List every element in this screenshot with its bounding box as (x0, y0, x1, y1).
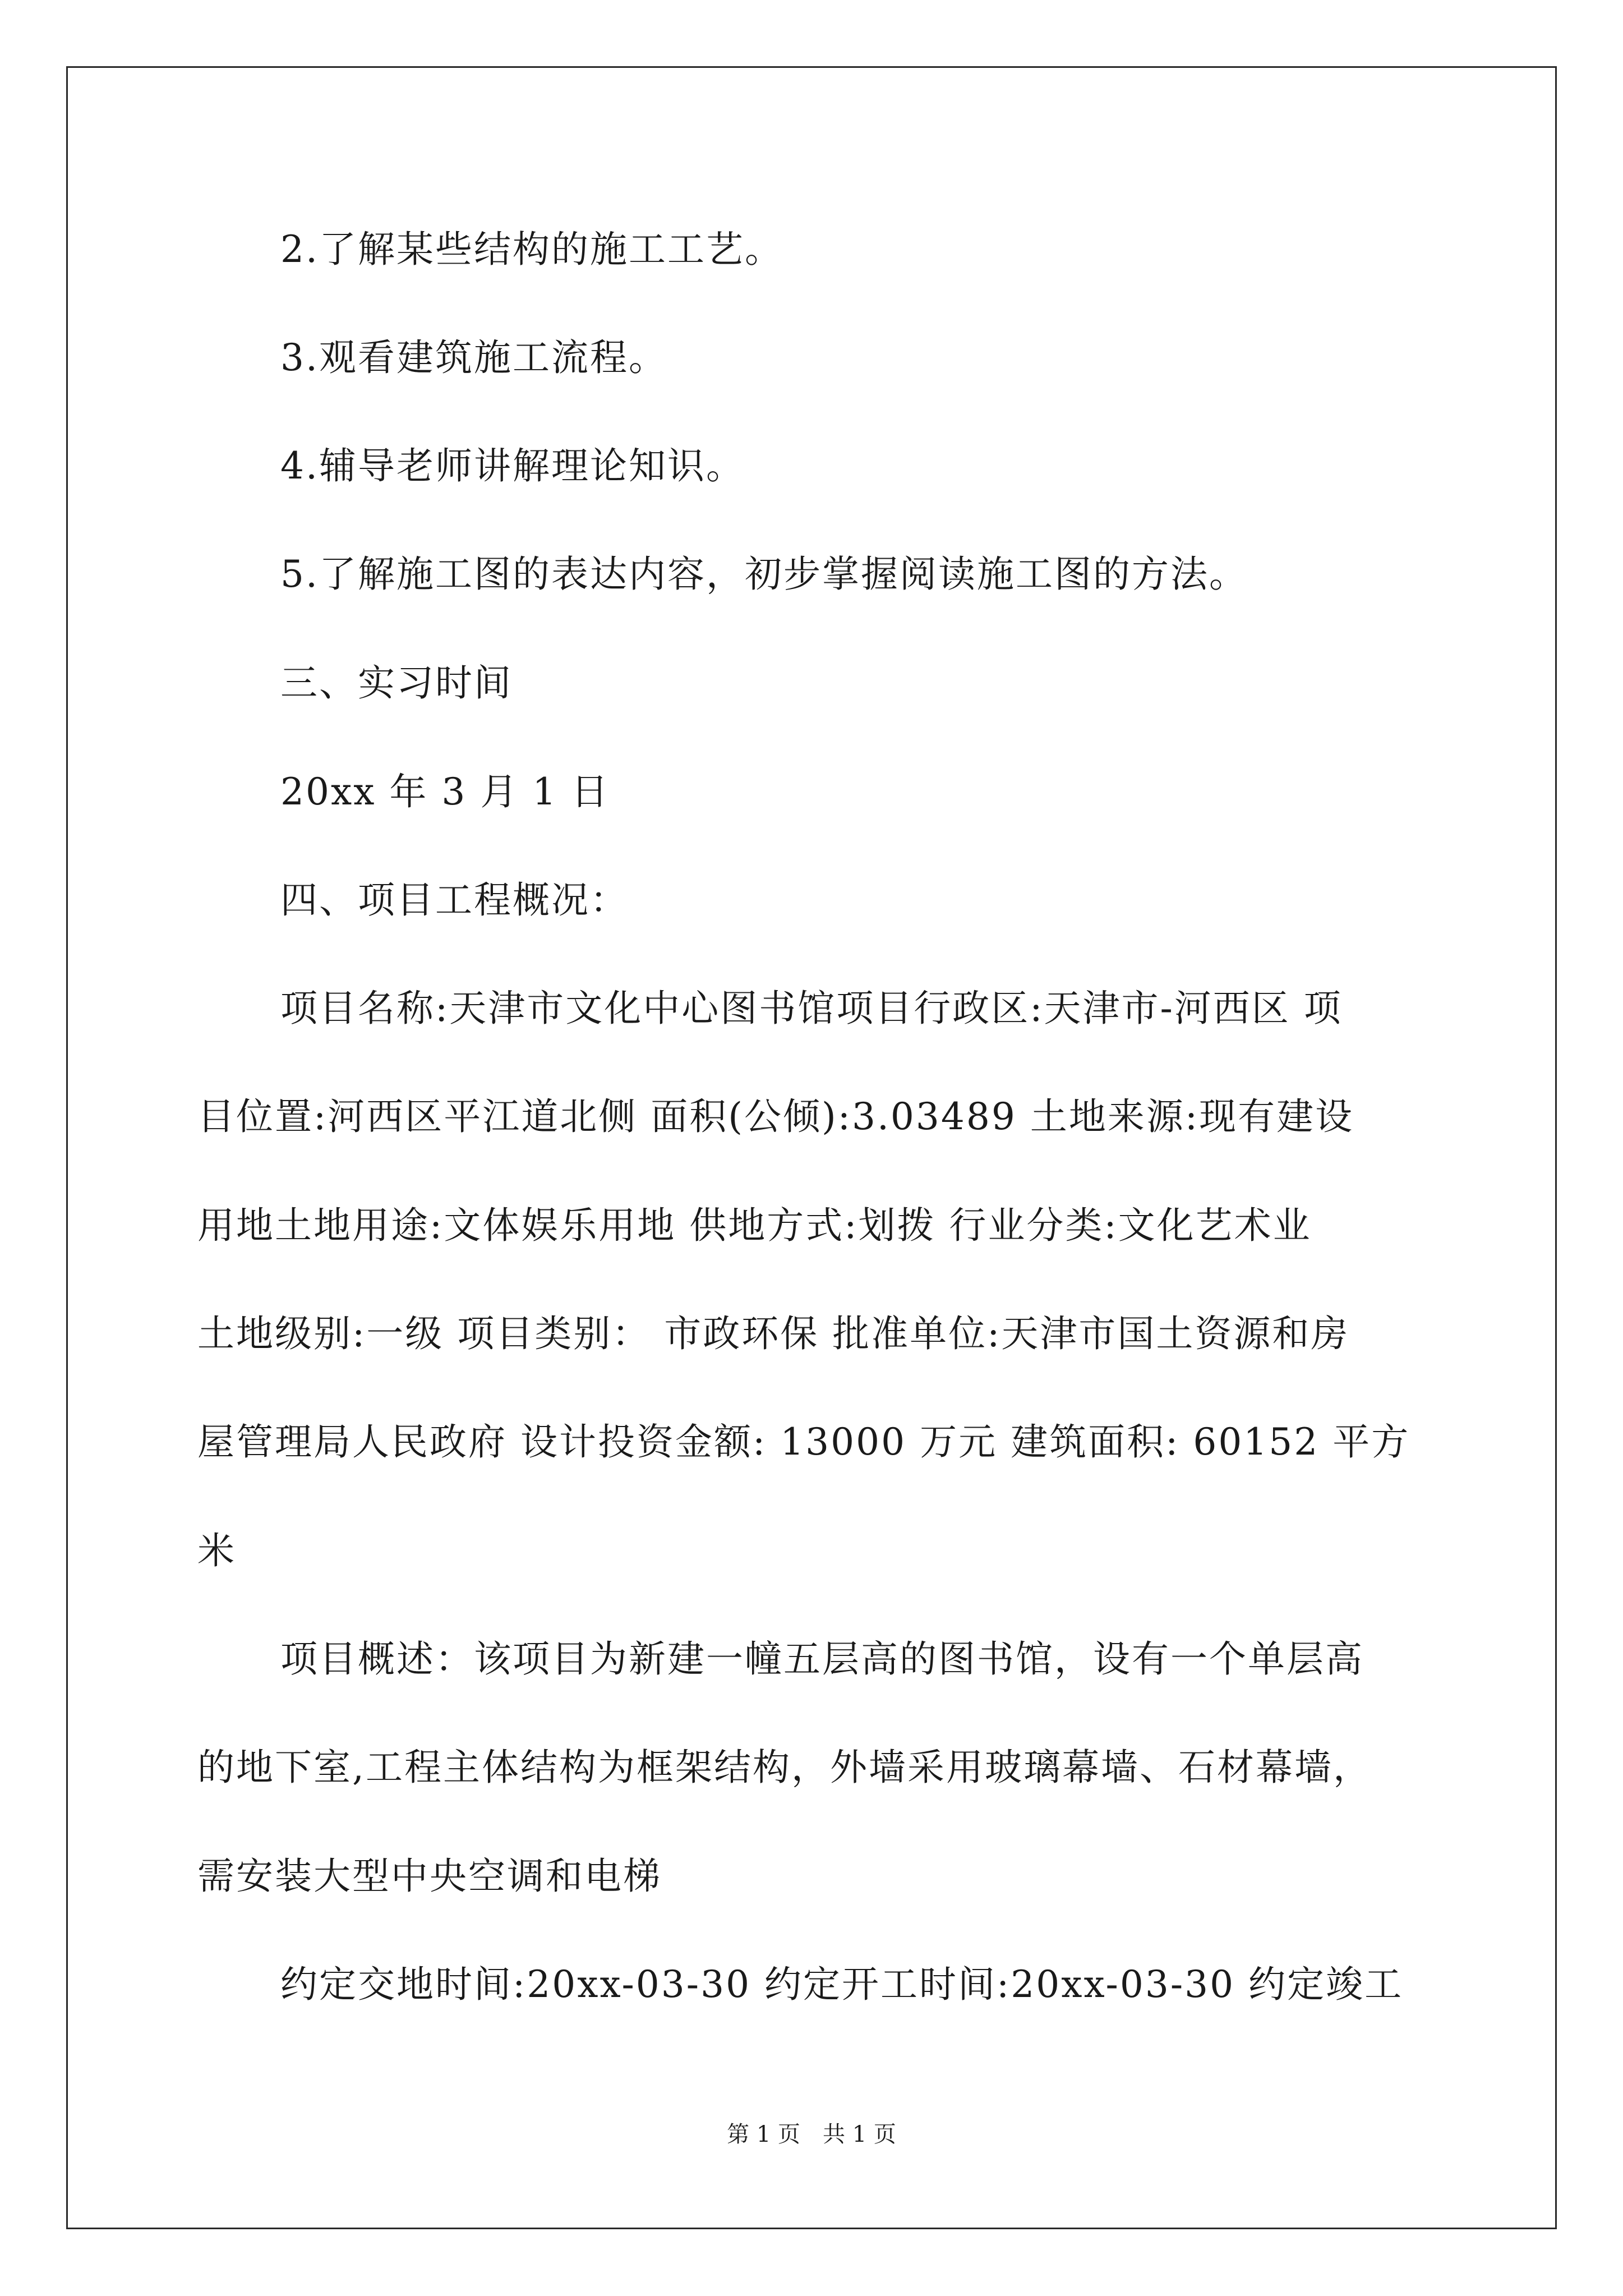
paragraph-line: 的地下室,工程主体结构为框架结构，外墙采用玻璃幕墙、石材幕墙， (197, 1746, 1372, 1789)
paragraph-line: 用地土地用途:文体娱乐用地 供地方式:划拨 行业分类:文化艺术业 (197, 1204, 1312, 1247)
page-number: 第 1 页 (727, 2122, 800, 2147)
list-item-5: 5.了解施工图的表达内容，初步掌握阅读施工图的方法。 (280, 553, 1248, 596)
section-heading-project-overview: 四、项目工程概况： (280, 878, 629, 922)
list-item-3: 3.观看建筑施工流程。 (280, 336, 667, 379)
page-footer (0, 2120, 1623, 2148)
paragraph-line: 土地级别:一级 项目类别： 市政环保 批准单位:天津市国土资源和房 (197, 1312, 1350, 1355)
list-item-4: 4.辅导老师讲解理论知识。 (280, 444, 745, 487)
page-border (66, 66, 1557, 2229)
paragraph-line: 约定交地时间:20xx-03-30 约定开工时间:20xx-03-30 约定竣工 (280, 1963, 1404, 2006)
paragraph-line: 屋管理局人民政府 设计投资金额: 13000 万元 建筑面积: 60152 平方 (197, 1420, 1410, 1464)
paragraph-line: 目位置:河西区平江道北侧 面积(公倾):3.03489 土地来源:现有建设 (197, 1095, 1354, 1138)
paragraph-line: 米 (197, 1529, 236, 1572)
paragraph-line: 项目概述：该项目为新建一幢五层高的图书馆，设有一个单层高 (280, 1637, 1364, 1681)
paragraph-line: 需安装大型中央空调和电梯 (197, 1855, 662, 1898)
list-item-2: 2.了解某些结构的施工工艺。 (280, 228, 783, 271)
section-heading-internship-time: 三、实习时间 (280, 661, 513, 705)
page-total: 共 1 页 (823, 2122, 896, 2147)
paragraph-line: 项目名称:天津市文化中心图书馆项目行政区:天津市-河西区 项 (280, 987, 1343, 1030)
internship-date: 20xx 年 3 月 1 日 (280, 770, 610, 813)
